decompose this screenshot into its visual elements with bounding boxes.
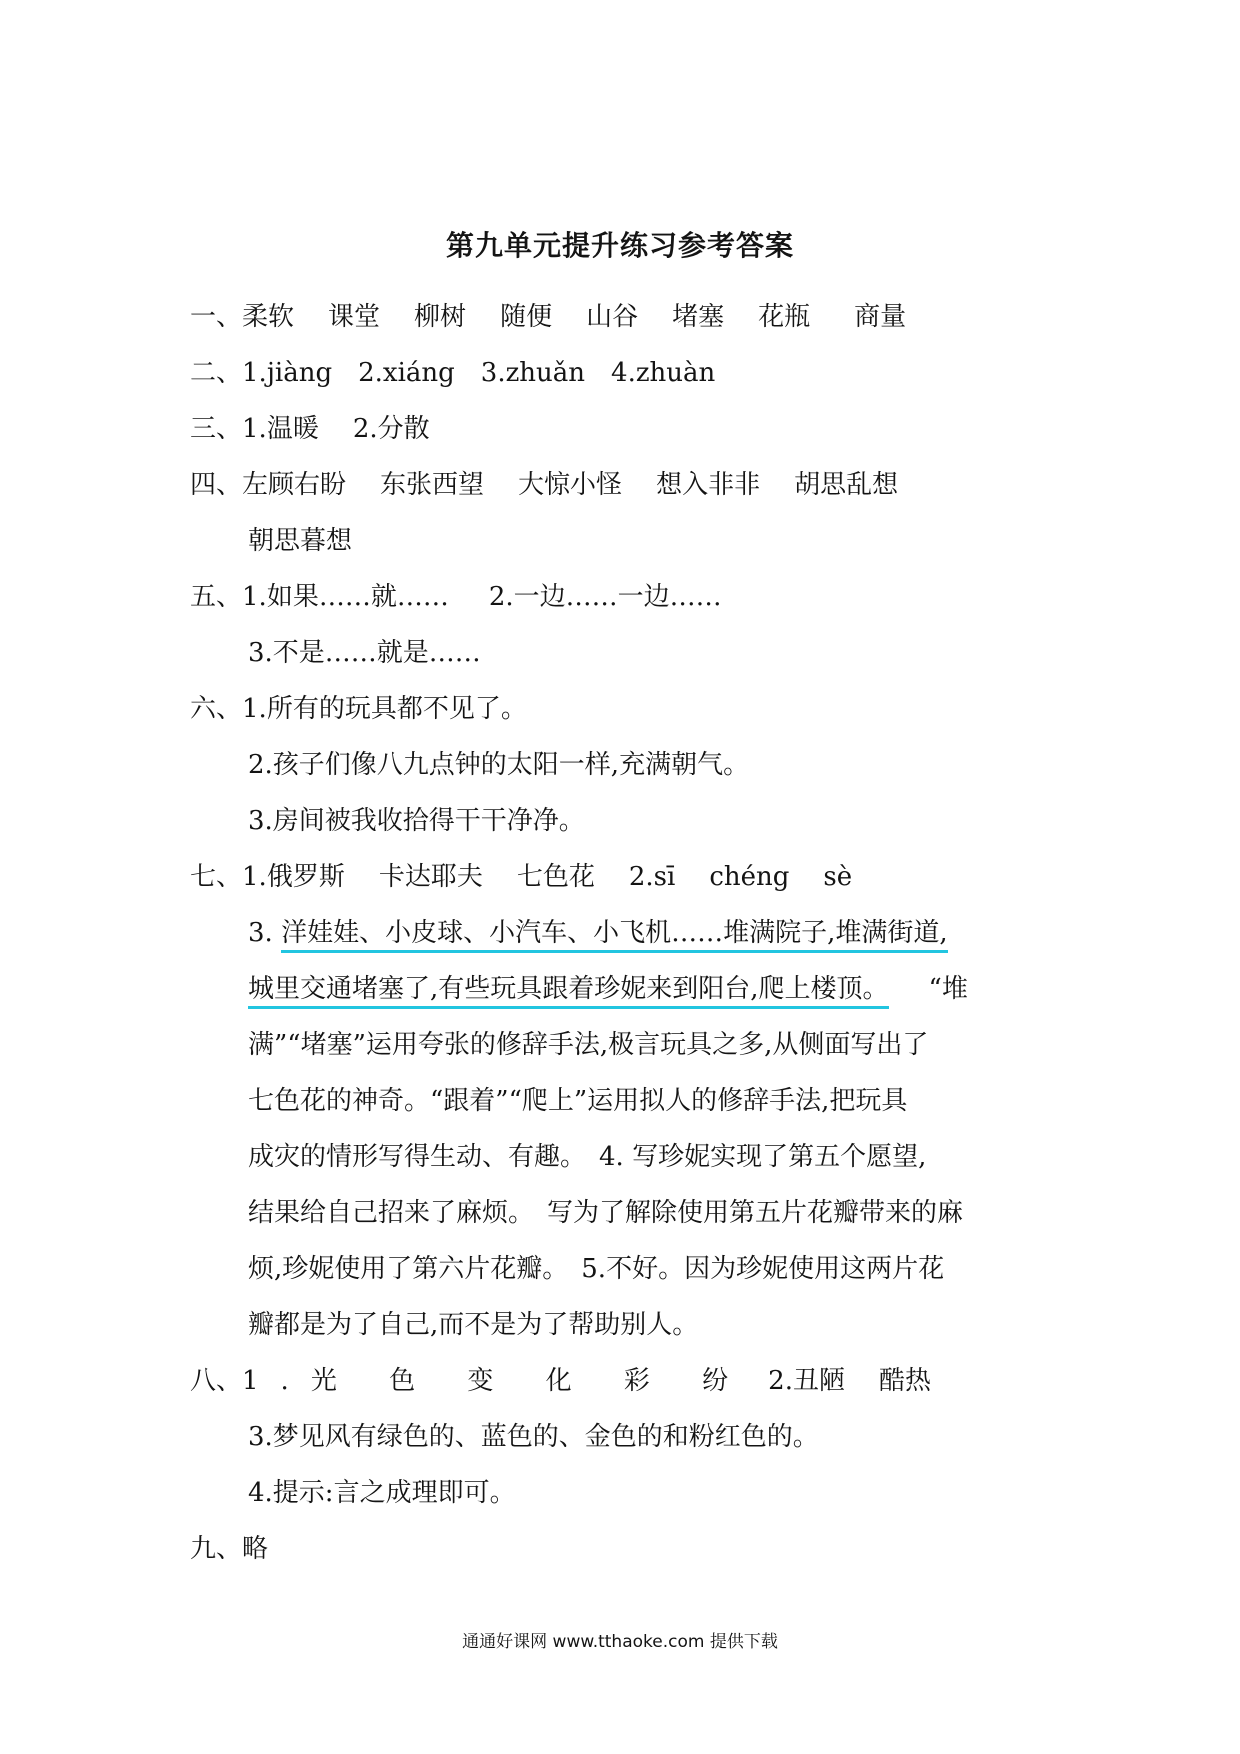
page-title: 第九单元提升练习参考答案 [445, 229, 794, 262]
question-7-line-8: 瓣都是为了自己,而不是为了帮助别人。 [248, 1310, 699, 1340]
question-7-line-7: 烦,珍妮使用了第六片花瓣。 5.不好。因为珍妮使用这两片花 [248, 1254, 945, 1284]
question-8-item-3: 3.梦见风有绿色的、蓝色的、金色的和粉红色的。 [248, 1422, 819, 1452]
question-6-item-3: 3.房间被我收拾得干干净净。 [248, 806, 585, 836]
question-5: 五、1.如果……就…… 2.一边……一边…… [190, 582, 722, 612]
question-3: 三、1.温暖 2.分散 [190, 414, 430, 444]
question-5-item-3: 3.不是……就是…… [248, 638, 481, 668]
highlighted-answer: 洋娃娃、小皮球、小汽车、小飞机……堆满院子,堆满街道, [281, 918, 948, 953]
question-7-line-6: 结果给自己招来了麻烦。 写为了解除使用第五片花瓣带来的麻 [248, 1198, 964, 1228]
question-8: 八、1.光 色 变 化 彩 纷 2.丑陋 酷热 [190, 1366, 931, 1396]
question-4: 四、左顾右盼 东张西望 大惊小怪 想入非非 胡思乱想 [190, 470, 899, 500]
question-7: 七、1.俄罗斯 卡达耶夫 七色花 2.sī chéng sè [190, 862, 853, 892]
highlighted-answer: 城里交通堵塞了,有些玩具跟着珍妮来到阳台,爬上楼顶。 [248, 974, 889, 1009]
question-1: 一、柔软 课堂 柳树 随便 山谷 堵塞 花瓶 商量 [190, 302, 907, 332]
question-8-item-4: 4.提示:言之成理即可。 [248, 1478, 516, 1508]
question-9: 九、略 [190, 1534, 269, 1564]
question-4-line-2: 朝思暮想 [248, 526, 353, 556]
question-6: 六、1.所有的玩具都不见了。 [190, 694, 527, 724]
question-6-item-2: 2.孩子们像八九点钟的太阳一样,充满朝气。 [248, 750, 750, 780]
footer-source: 通通好课网 www.tthaoke.com 提供下载 [462, 1632, 778, 1652]
question-7-item-3-line-2: 城里交通堵塞了,有些玩具跟着珍妮来到阳台,爬上楼顶。 “堆 [248, 969, 968, 1009]
question-7-line-5: 成灾的情形写得生动、有趣。 4. 写珍妮实现了第五个愿望, [248, 1142, 927, 1172]
question-number: 一、 [190, 302, 243, 332]
question-2: 二、1.jiàng 2.xiáng 3.zhuǎn 4.zhuàn [190, 358, 716, 388]
question-7-item-3-line-1: 3. 洋娃娃、小皮球、小汽车、小飞机……堆满院子,堆满街道, [248, 913, 948, 953]
question-7-line-4: 七色花的神奇。“跟着”“爬上”运用拟人的修辞手法,把玩具 [248, 1086, 908, 1116]
question-7-line-3: 满”“堵塞”运用夸张的修辞手法,极言玩具之多,从侧面写出了 [248, 1030, 929, 1060]
